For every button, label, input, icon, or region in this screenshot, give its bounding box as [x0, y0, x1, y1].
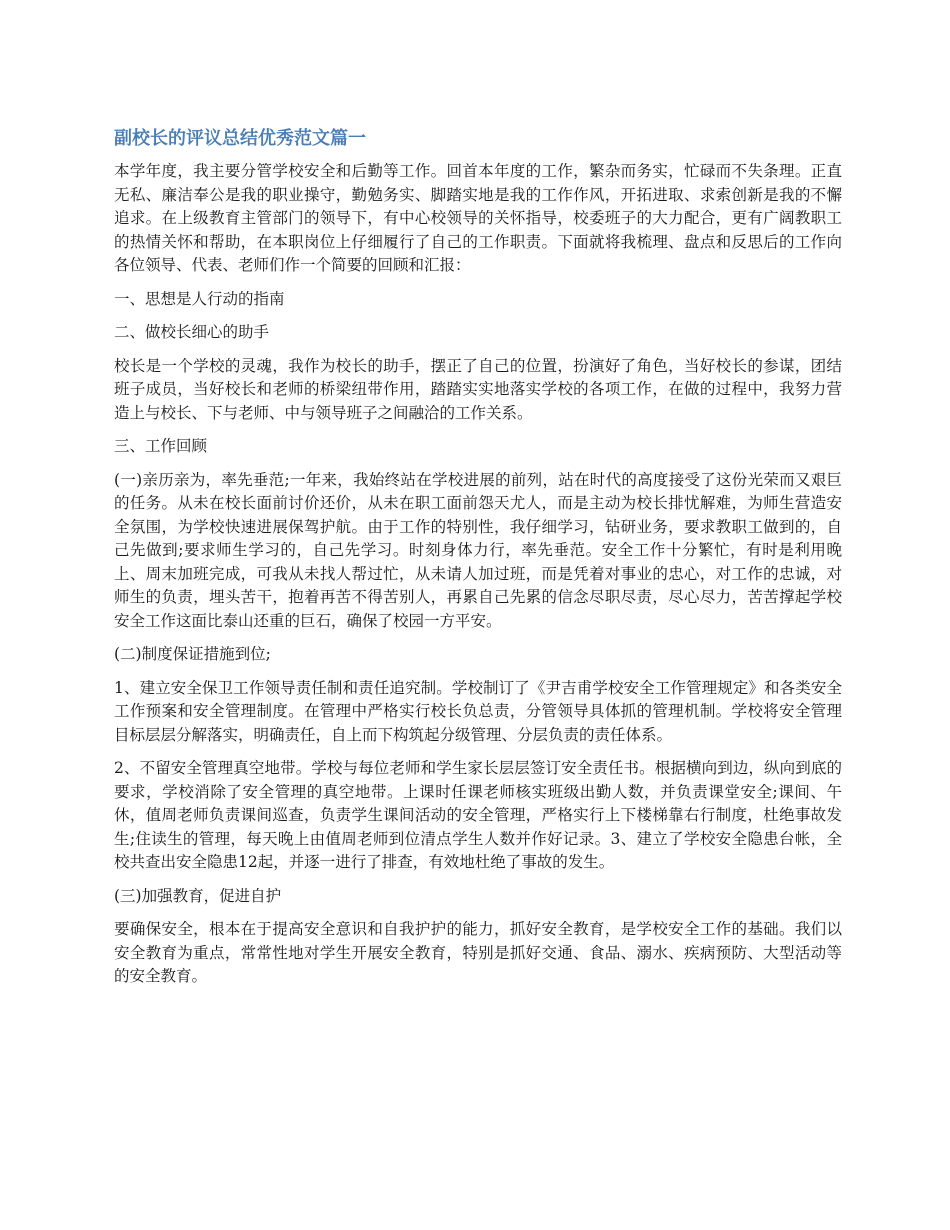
subsection-heading-3: (三)加强教育，促进自护: [114, 886, 282, 905]
section-heading-2: 二、做校长细心的助手: [114, 323, 270, 341]
document-title: 副校长的评议总结优秀范文篇一: [114, 128, 366, 149]
section-heading-3: 三、工作回顾: [114, 437, 208, 455]
section-heading-1: 一、思想是人行动的指南: [114, 289, 285, 308]
paragraph-no-blind-spots: 2、不留安全管理真空地带。学校与每位老师和学生家长层层签订安全责任书。根据横向到边，纵向到底的要求，学校消除了安全管理的真空地带。上课时任课老师核实班级出勤人数，并负责课堂安全;课间、午休，值周老师负责课间巡查，负责学生课间活动的安全管理，严格实行上下楼梯靠右行制度，杜绝事故发生;住读生的管理，每天晚上由值周老师到位清点学生人数并作好记录。3、建立了学校安全隐患台帐，全校共查出安全隐患12起，并逐一进行了排查，有效地杜绝了事故的发生。: [114, 759, 842, 871]
document-page: [114, 126, 842, 999]
paragraph-assistant-role: 校长是一个学校的灵魂，我作为校长的助手，摆正了自己的位置，扮演好了角色，当好校长的参谋，团结班子成员，当好校长和老师的桥梁纽带作用，踏踏实实地落实学校的各项工作，在做的过程中，我努力营造上与校长、下与老师、中与领导班子之间融洽的工作关系。: [114, 356, 842, 422]
paragraph-safety-education: 要确保安全，根本在于提高安全意识和自我护护的能力，抓好安全教育，是学校安全工作的基础。我们以安全教育为重点，常常性地对学生开展安全教育，特别是抓好交通、食品、溺水、疾病预防、大型活动等的安全教育。: [114, 920, 842, 985]
paragraph-lead-by-example: (一)亲历亲为，率先垂范;一年来，我始终站在学校进展的前列，站在时代的高度接受了这份光荣而又艰巨的任务。从未在校长面前讨价还价，从未在职工面前怨天尤人，而是主动为校长排忧解难，为师生营造安全氛围，为学校快速进展保驾护航。由于工作的特别性，我仔细学习，钻研业务，要求教职工做到的，自己先做到;要求师生学习的，自己先学习。时刻身体力行，率先垂范。安全工作十分繁忙，有时是利用晚上、周末加班完成，可我从未找人帮过忙，从未请人加过班，而是凭着对事业的忠心，对工作的忠诚，对师生的负责，埋头苦干，抱着再苦不得苦别人，再累自己先累的信念尽职尽责，尽心尽力，苦苦撑起学校安全工作这面比泰山还重的巨石，确保了校园一方平安。: [114, 470, 842, 630]
paragraph-intro: 本学年度，我主要分管学校安全和后勤等工作。回首本年度的工作，繁杂而务实，忙碌而不失条理。正直无私、廉洁奉公是我的职业操守，勤勉务实、脚踏实地是我的工作作风，开拓进取、求索创新是我的不懈追求。在上级教育主管部门的领导下，有中心校领导的关怀指导，校委班子的大力配合，更有广阔教职工的热情关怀和帮助，在本职岗位上仔细履行了自己的工作职责。下面就将我梳理、盘点和反思后的工作向各位领导、代表、老师们作一个简要的回顾和汇报：: [114, 162, 842, 274]
paragraph-responsibility-system: 1、建立安全保卫工作领导责任制和责任追究制。学校制订了《尹吉甫学校安全工作管理规定》和各类安全工作预案和安全管理制度。在管理中严格实行校长负总责，分管领导具体抓的管理机制。学校将安全管理目标层层分解落实，明确责任，自上而下构筑起分级管理、分层负责的责任体系。: [114, 678, 842, 744]
subsection-heading-2: (二)制度保证措施到位;: [114, 645, 271, 663]
